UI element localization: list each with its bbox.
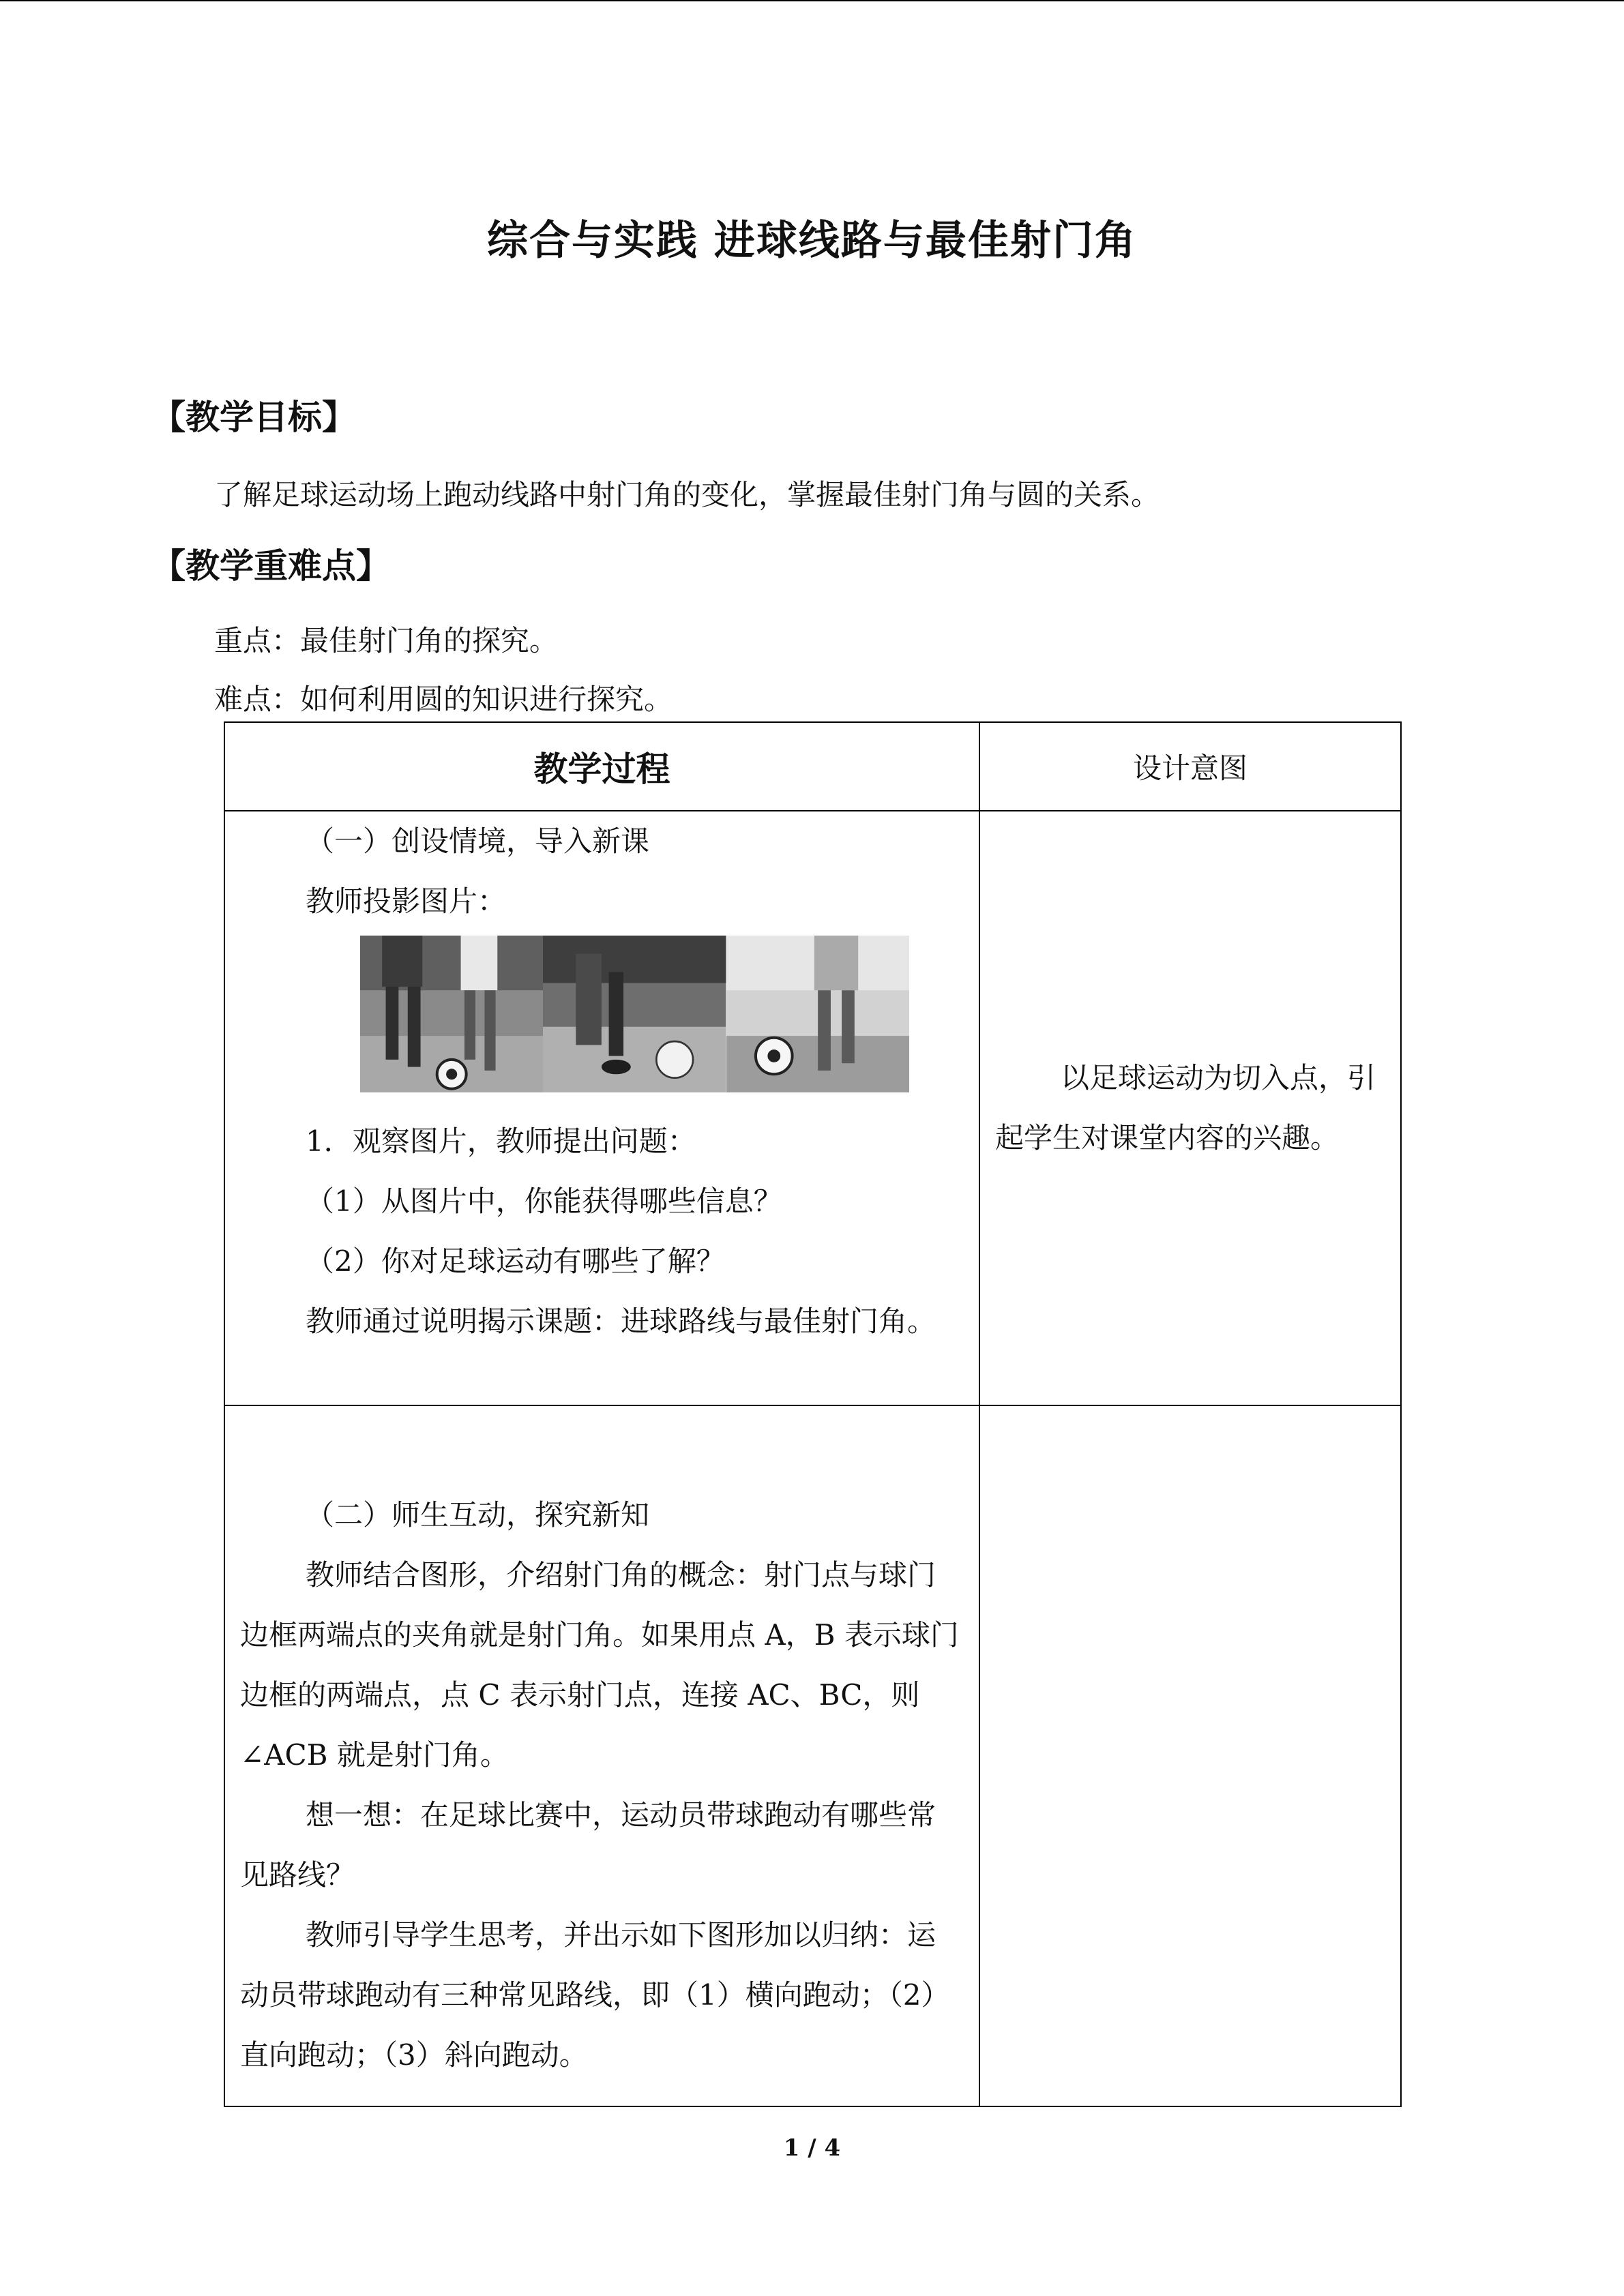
- soccer-photo-3: [726, 936, 909, 1092]
- intent-cell-2: [979, 1405, 1401, 2106]
- think-question: 想一想：在足球比赛中，运动员带球跑动有哪些常见路线？: [240, 1798, 936, 1892]
- teacher-guide: 教师引导学生思考，并出示如下图形加以归纳：运动员带球跑动有三种常见路线，即（1）横向跑动；（2）直向跑动；（3）斜向跑动。: [240, 1918, 950, 2072]
- intent-1-text: 以足球运动为切入点，引起学生对课堂内容的兴趣。: [995, 1061, 1376, 1154]
- page-number: 1 / 4: [783, 2134, 841, 2162]
- objectives-text: 了解足球运动场上跑动线路中射门角的变化，掌握最佳射门角与圆的关系。: [214, 478, 1160, 511]
- projection-text: 教师投影图片：: [306, 884, 507, 918]
- teaching-process-table: [224, 721, 1402, 2107]
- shooting-angle-concept: 教师结合图形，介绍射门角的概念：射门点与球门边框两端点的夹角就是射门角。如果用点 A，B 表示球门边框的两端点，点 C 表示射门点，连接 AC、BC，则∠ACB 就是射门角。: [240, 1558, 959, 1772]
- key-point: 重点：最佳射门角的探究。: [214, 624, 559, 657]
- objectives-heading: 【教学目标】: [151, 398, 356, 437]
- intent-cell-1: [979, 811, 1401, 1405]
- process-cell-2: [224, 1405, 979, 2106]
- header-process: 教学过程: [224, 722, 979, 811]
- table-row: [224, 1405, 1401, 2106]
- question-1: （1）从图片中，你能获得哪些信息？: [306, 1184, 782, 1218]
- difficulty-heading: 【教学重难点】: [151, 546, 390, 586]
- soccer-photo-1: [360, 936, 543, 1092]
- table-header-row: [224, 722, 1401, 811]
- question-2: （2）你对足球运动有哪些了解？: [306, 1244, 725, 1278]
- stage-1-title: （一）创设情境，导入新课: [306, 824, 650, 858]
- soccer-photo-strip: [360, 936, 909, 1092]
- difficult-point: 难点：如何利用圆的知识进行探究。: [214, 683, 673, 716]
- table-row: [224, 811, 1401, 1405]
- page-title: 综合与实践 进球线路与最佳射门角: [487, 217, 1137, 265]
- stage-2-title: （二）师生互动，探究新知: [306, 1498, 650, 1532]
- process-cell-1: [224, 811, 979, 1405]
- soccer-photo-2: [543, 936, 726, 1092]
- question-intro: 1．观察图片，教师提出问题：: [306, 1124, 696, 1158]
- header-intent: 设计意图: [979, 722, 1401, 811]
- topic-reveal: 教师通过说明揭示课题：进球路线与最佳射门角。: [306, 1304, 936, 1338]
- page-top-border: [0, 0, 1624, 1]
